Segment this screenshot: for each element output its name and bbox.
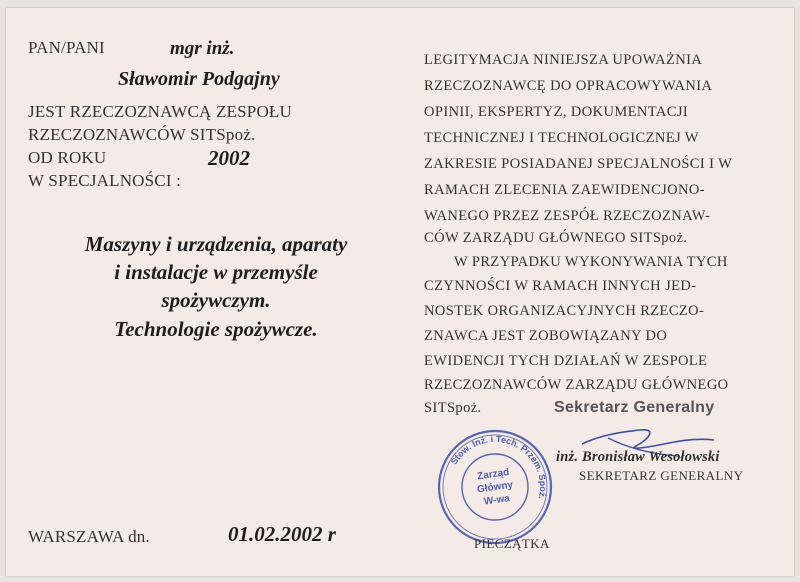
body-p1-line-2: RZECZOZNAWCĘ DO OPRACOWYWANIA xyxy=(424,78,713,94)
body-p2-line-3: NOSTEK ORGANIZACYJNYCH RZECZO- xyxy=(424,303,705,319)
body-p2-line-7: SITSpoż. xyxy=(424,400,482,416)
body-p1-line-3: OPINII, EKSPERTYZ, DOKUMENTACJI xyxy=(424,104,689,120)
od-roku-label: OD ROKU xyxy=(28,148,107,167)
specialty-line-2: i instalacje w przemyśle xyxy=(114,260,318,284)
specialty-line-3: spożywczym. xyxy=(161,288,271,312)
body-p1-line-6: RAMACH ZLECENIA ZAEWIDENCJONO- xyxy=(424,182,706,198)
pan-pani-label: PAN/PANI xyxy=(28,38,105,57)
body-p2-line-1: W PRZYPADKU WYKONYWANIA TYCH xyxy=(454,254,728,270)
svg-text:Główny: Główny xyxy=(476,479,514,496)
stamp-label: PIECZĄTKA xyxy=(474,536,550,551)
specialty-line-4: Technologie spożywcze. xyxy=(114,317,318,341)
body-p1-line-8: CÓW ZARZĄDU GŁÓWNEGO SITSpoż. xyxy=(424,230,688,246)
body-p1-line-1: LEGITYMACJA NINIEJSZA UPOWAŻNIA xyxy=(424,52,703,68)
body-p1-line-7: WANEGO PRZEZ ZESPÓŁ RZECZOZNAW- xyxy=(424,208,711,224)
holder-name: Sławomir Podgajny xyxy=(118,68,280,90)
expert-line-2: RZECZOZNAWCÓW SITSpoż. xyxy=(28,125,256,144)
specialty-line-1: Maszyny i urządzenia, aparaty xyxy=(84,232,348,256)
signer-role: SEKRETARZ GENERALNY xyxy=(579,468,744,483)
specialty-label: W SPECJALNOŚCI : xyxy=(28,171,182,190)
since-year: 2002 xyxy=(208,146,250,170)
svg-text:Zarząd: Zarząd xyxy=(476,466,510,483)
city-date-label: WARSZAWA dn. xyxy=(28,527,150,546)
body-p2-line-6: RZECZOZNAWCÓW ZARZĄDU GŁÓWNEGO xyxy=(424,377,729,393)
academic-title: mgr inż. xyxy=(170,38,235,59)
body-p2-line-2: CZYNNOŚCI W RAMACH INNYCH JED- xyxy=(424,278,697,294)
body-p2-line-5: EWIDENCJI TYCH DZIAŁAŃ W ZESPOLE xyxy=(424,353,708,369)
signer-name: inż. Bronisław Wesołowski xyxy=(556,449,720,465)
body-p1-line-4: TECHNICZNEJ I TECHNOLOGICZNEJ W xyxy=(424,130,699,146)
expert-line-1: JEST RZECZOZNAWCĄ ZESPOŁU xyxy=(28,102,292,121)
secretary-stamp-text: Sekretarz Generalny xyxy=(554,399,715,416)
body-p1-line-5: ZAKRESIE POSIADANEJ SPECJALNOŚCI I W xyxy=(424,156,733,172)
issue-date: 01.02.2002 r xyxy=(228,522,336,546)
svg-text:Stow. Inż. i Tech. Przem. Spoż: Stow. Inż. i Tech. Przem. Spoż. xyxy=(448,433,549,501)
credential-card xyxy=(6,8,794,576)
round-stamp-seal xyxy=(436,428,554,546)
svg-text:W-wa: W-wa xyxy=(483,493,511,508)
body-p2-line-4: ZNAWCA JEST ZOBOWIĄZANY DO xyxy=(424,328,668,344)
